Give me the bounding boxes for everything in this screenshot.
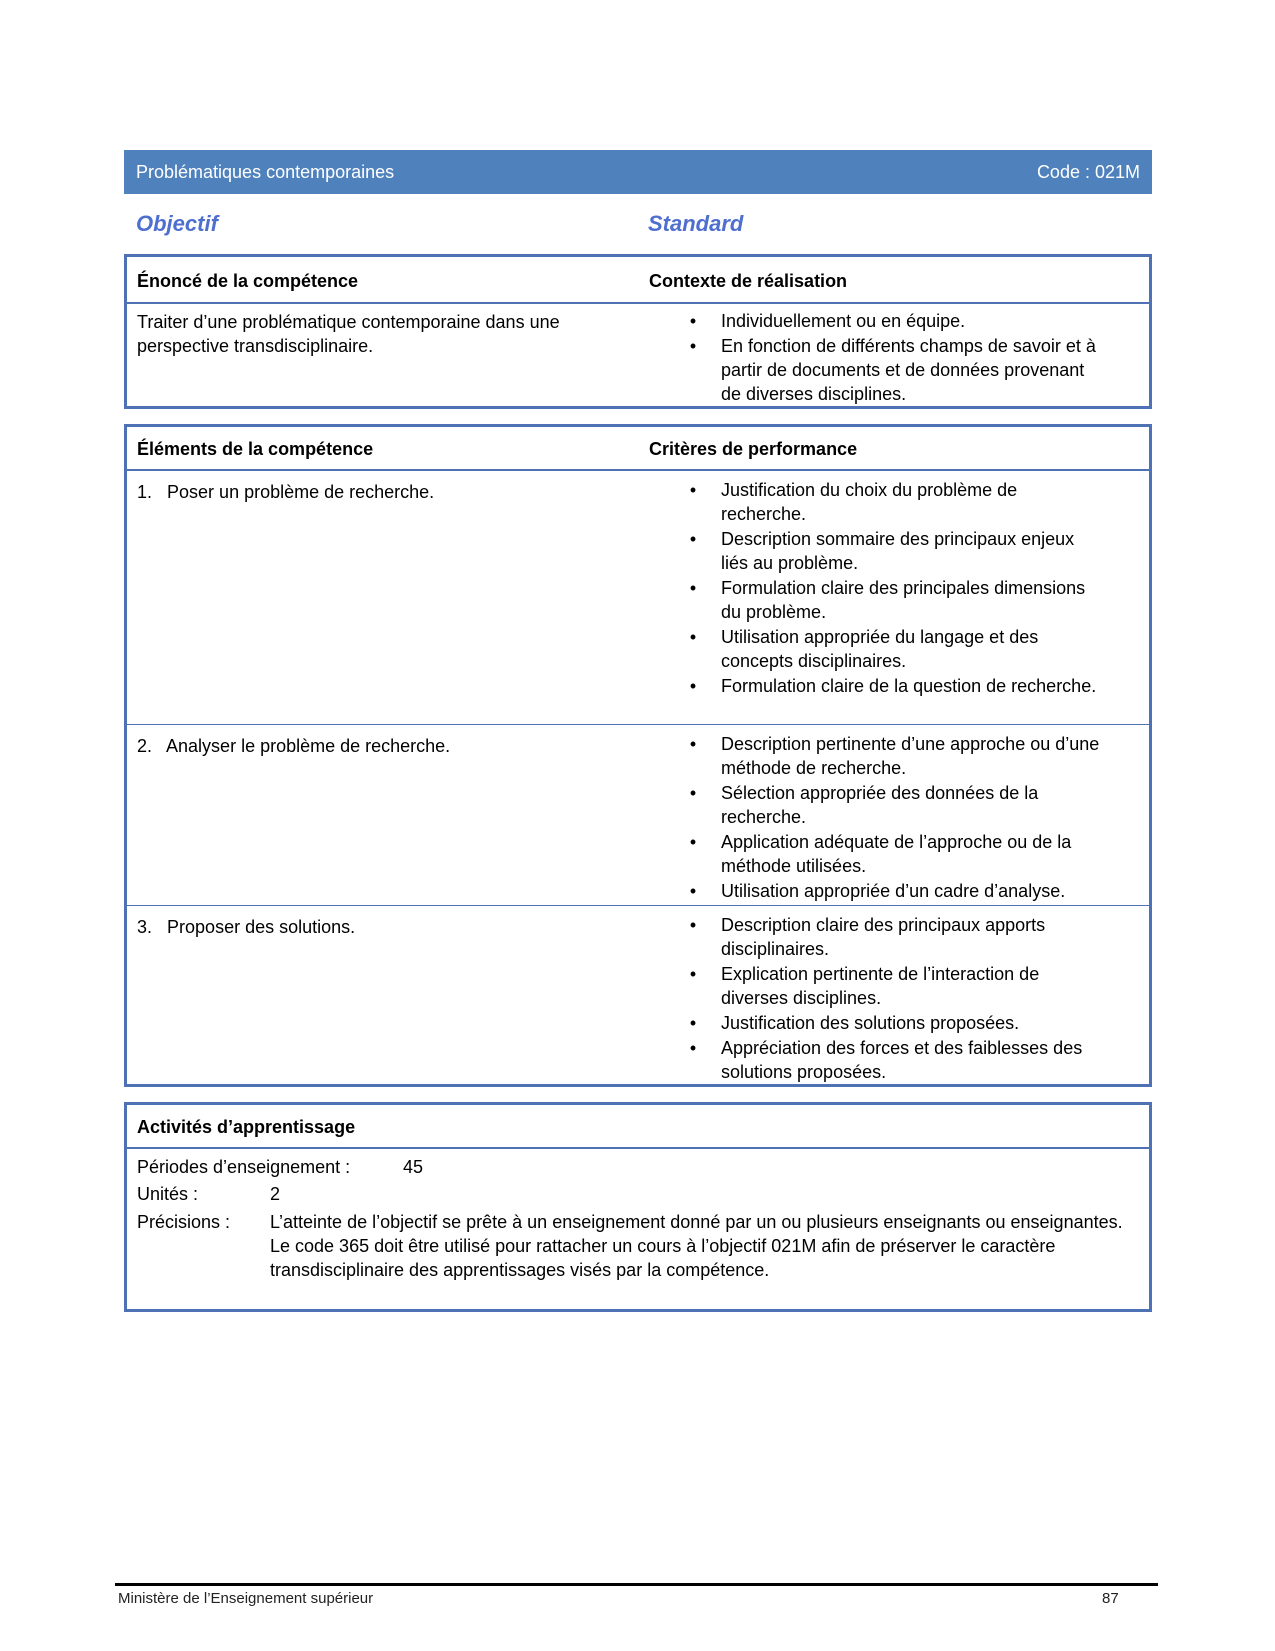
context-heading: Contexte de réalisation: [649, 271, 848, 291]
context-item: • Individuellement ou en équipe.: [683, 309, 1103, 333]
periods-label: Périodes d’enseignement :: [137, 1157, 351, 1177]
criteria-item: • Formulation claire de la question de recherche.: [683, 674, 1103, 698]
competence-box: [124, 254, 1152, 409]
precision-item: Le code 365 doit être utilisé pour rattacher un cours à l’objectif 021M afin de préserver le caractère transdisciplinaire des apprentissages visés par la compétence.: [270, 1236, 1056, 1280]
elements-heading: Éléments de la compétence: [137, 439, 374, 459]
element-row-3-label: [137, 915, 355, 939]
competence-statement: [137, 310, 637, 358]
bullet-icon: •: [689, 734, 697, 754]
page-number: 87: [1102, 1590, 1119, 1607]
criteria-item: • Application adéquate de l’approche ou de la méthode utilisées.: [683, 830, 1103, 878]
activities-heading: Activités d’apprentissage: [137, 1117, 356, 1137]
footer-divider: [115, 1583, 1158, 1586]
row-divider: [127, 905, 1149, 906]
element-text: Proposer des solutions.: [167, 917, 356, 937]
criteria-list-1: [683, 478, 1103, 699]
precision-item: L’atteinte de l’objectif se prête à un enseignement donné par un ou plusieurs enseignants ou enseignantes.: [270, 1212, 1123, 1232]
criteria-item: • Description pertinente d’une approche ou d’une méthode de recherche.: [683, 732, 1103, 780]
element-number: 3.: [137, 917, 153, 937]
criteria-list-3: [683, 913, 1103, 1085]
criteria-item: • Justification des solutions proposées.: [683, 1011, 1103, 1035]
criteria-heading: Critères de performance: [649, 439, 858, 459]
bullet-icon: •: [689, 881, 697, 901]
bullet-icon: •: [689, 1013, 697, 1033]
competence-statement-heading: Énoncé de la compétence: [137, 271, 359, 291]
units-label: Unités :: [137, 1184, 199, 1204]
criteria-item: • Justification du choix du problème de recherche.: [683, 478, 1103, 526]
element-row-1-label: [137, 480, 434, 504]
criteria-item: • Description claire des principaux apports disciplinaires.: [683, 913, 1103, 961]
bullet-icon: •: [689, 578, 697, 598]
criteria-item: • Utilisation appropriée d’un cadre d’analyse.: [683, 879, 1103, 903]
row-divider: [127, 724, 1149, 725]
document-title: Problématiques contemporaines: [136, 162, 395, 182]
competence-statement-line: perspective transdisciplinaire.: [137, 336, 374, 356]
bullet-icon: •: [689, 783, 697, 803]
criteria-item: • Appréciation des forces et des faiblesses des solutions proposées.: [683, 1036, 1103, 1084]
precisions-label: Précisions :: [137, 1212, 231, 1232]
activities-box: [124, 1102, 1152, 1312]
elements-divider: [127, 469, 1149, 471]
criteria-item: • Description sommaire des principaux enjeux liés au problème.: [683, 527, 1103, 575]
competence-divider: [127, 302, 1149, 304]
element-number: 1.: [137, 482, 153, 502]
elements-box: [124, 424, 1152, 1087]
standard-label: Standard: [648, 211, 744, 236]
criteria-item: • Formulation claire des principales dimensions du problème.: [683, 576, 1103, 624]
objective-label: Objectif: [136, 211, 218, 236]
activities-divider: [127, 1147, 1149, 1149]
bullet-icon: •: [689, 529, 697, 549]
document-code: Code : 021M: [1036, 162, 1140, 182]
precisions-text: [270, 1210, 1130, 1282]
bullet-icon: •: [689, 915, 697, 935]
element-row-2-label: [137, 734, 450, 758]
context-list: [683, 309, 1103, 407]
bullet-icon: •: [689, 676, 697, 696]
bullet-icon: •: [689, 1038, 697, 1058]
bullet-icon: •: [689, 832, 697, 852]
element-text: Poser un problème de recherche.: [167, 482, 435, 502]
units-value: 2: [270, 1184, 281, 1204]
bullet-icon: •: [689, 311, 697, 331]
competence-statement-line: Traiter d’une problématique contemporaine dans une: [137, 312, 560, 332]
bullet-icon: •: [689, 336, 697, 356]
criteria-item: • Explication pertinente de l’interaction de diverses disciplines.: [683, 962, 1103, 1010]
footer-ministry: Ministère de l’Enseignement supérieur: [118, 1590, 374, 1607]
context-item: • En fonction de différents champs de savoir et à partir de documents et de données provenant de diverses disciplines.: [683, 334, 1103, 406]
periods-value: 45: [403, 1157, 424, 1177]
bullet-icon: •: [689, 627, 697, 647]
element-text: Analyser le problème de recherche.: [166, 736, 451, 756]
bullet-icon: •: [689, 964, 697, 984]
criteria-list-2: [683, 732, 1103, 904]
bullet-icon: •: [689, 480, 697, 500]
criteria-item: • Utilisation appropriée du langage et des concepts disciplinaires.: [683, 625, 1103, 673]
element-number: 2.: [137, 736, 153, 756]
document-header-bar: [124, 150, 1152, 194]
criteria-item: • Sélection appropriée des données de la recherche.: [683, 781, 1103, 829]
